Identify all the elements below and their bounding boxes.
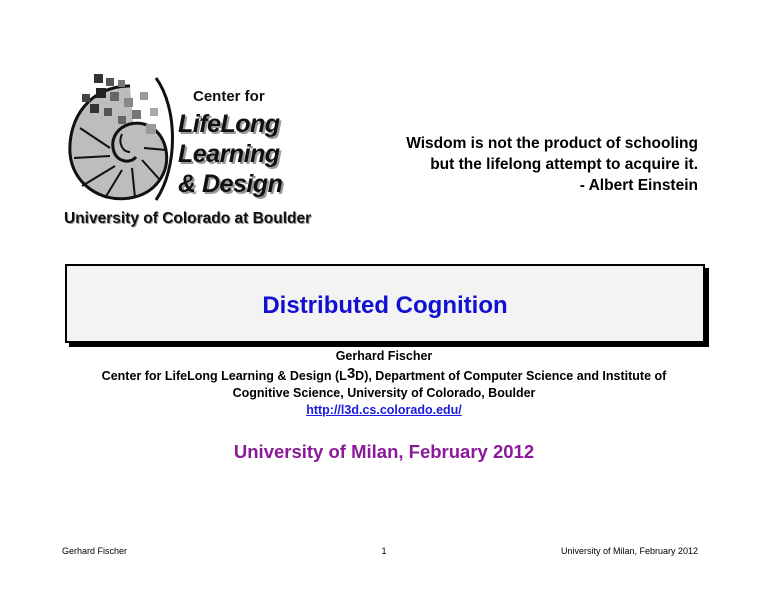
footer-page-number: 1 xyxy=(381,546,387,556)
quote-attribution: - Albert Einstein xyxy=(579,177,698,194)
footer-author: Gerhard Fischer xyxy=(62,546,128,556)
l3d-logo xyxy=(60,68,350,238)
affiliation-line-2: Cognitive Science, University of Colorado, Boulder xyxy=(232,386,536,400)
author-name: Gerhard Fischer xyxy=(335,349,433,363)
l3d-url-link[interactable]: http://l3d.cs.colorado.edu/ xyxy=(306,403,462,417)
affiliation-superscript: 3 xyxy=(346,365,356,382)
logo-lifelong: LifeLong xyxy=(178,110,280,138)
einstein-quote xyxy=(406,133,698,196)
affiliation-text-b: D), Department of Computer Science and Institute of xyxy=(355,369,667,383)
logo-learning: Learning xyxy=(178,140,280,168)
footer-venue: University of Milan, February 2012 xyxy=(560,546,698,556)
slide-title: Distributed Cognition xyxy=(262,291,508,319)
logo-university: University of Colorado at Boulder xyxy=(64,210,312,227)
affiliation-text-a: Center for LifeLong Learning & Design (L xyxy=(101,369,347,383)
quote-line-1: Wisdom is not the product of schooling xyxy=(406,135,698,152)
logo-center-for: Center for xyxy=(193,88,265,105)
affiliation xyxy=(0,365,768,419)
quote-line-2: but the lifelong attempt to acquire it. xyxy=(430,156,698,173)
affiliation-line-1 xyxy=(0,365,768,385)
nautilus-shell-icon xyxy=(60,68,190,208)
venue: University of Milan, February 2012 xyxy=(233,441,535,462)
logo-design: & Design xyxy=(178,170,283,198)
title-box xyxy=(65,264,705,343)
